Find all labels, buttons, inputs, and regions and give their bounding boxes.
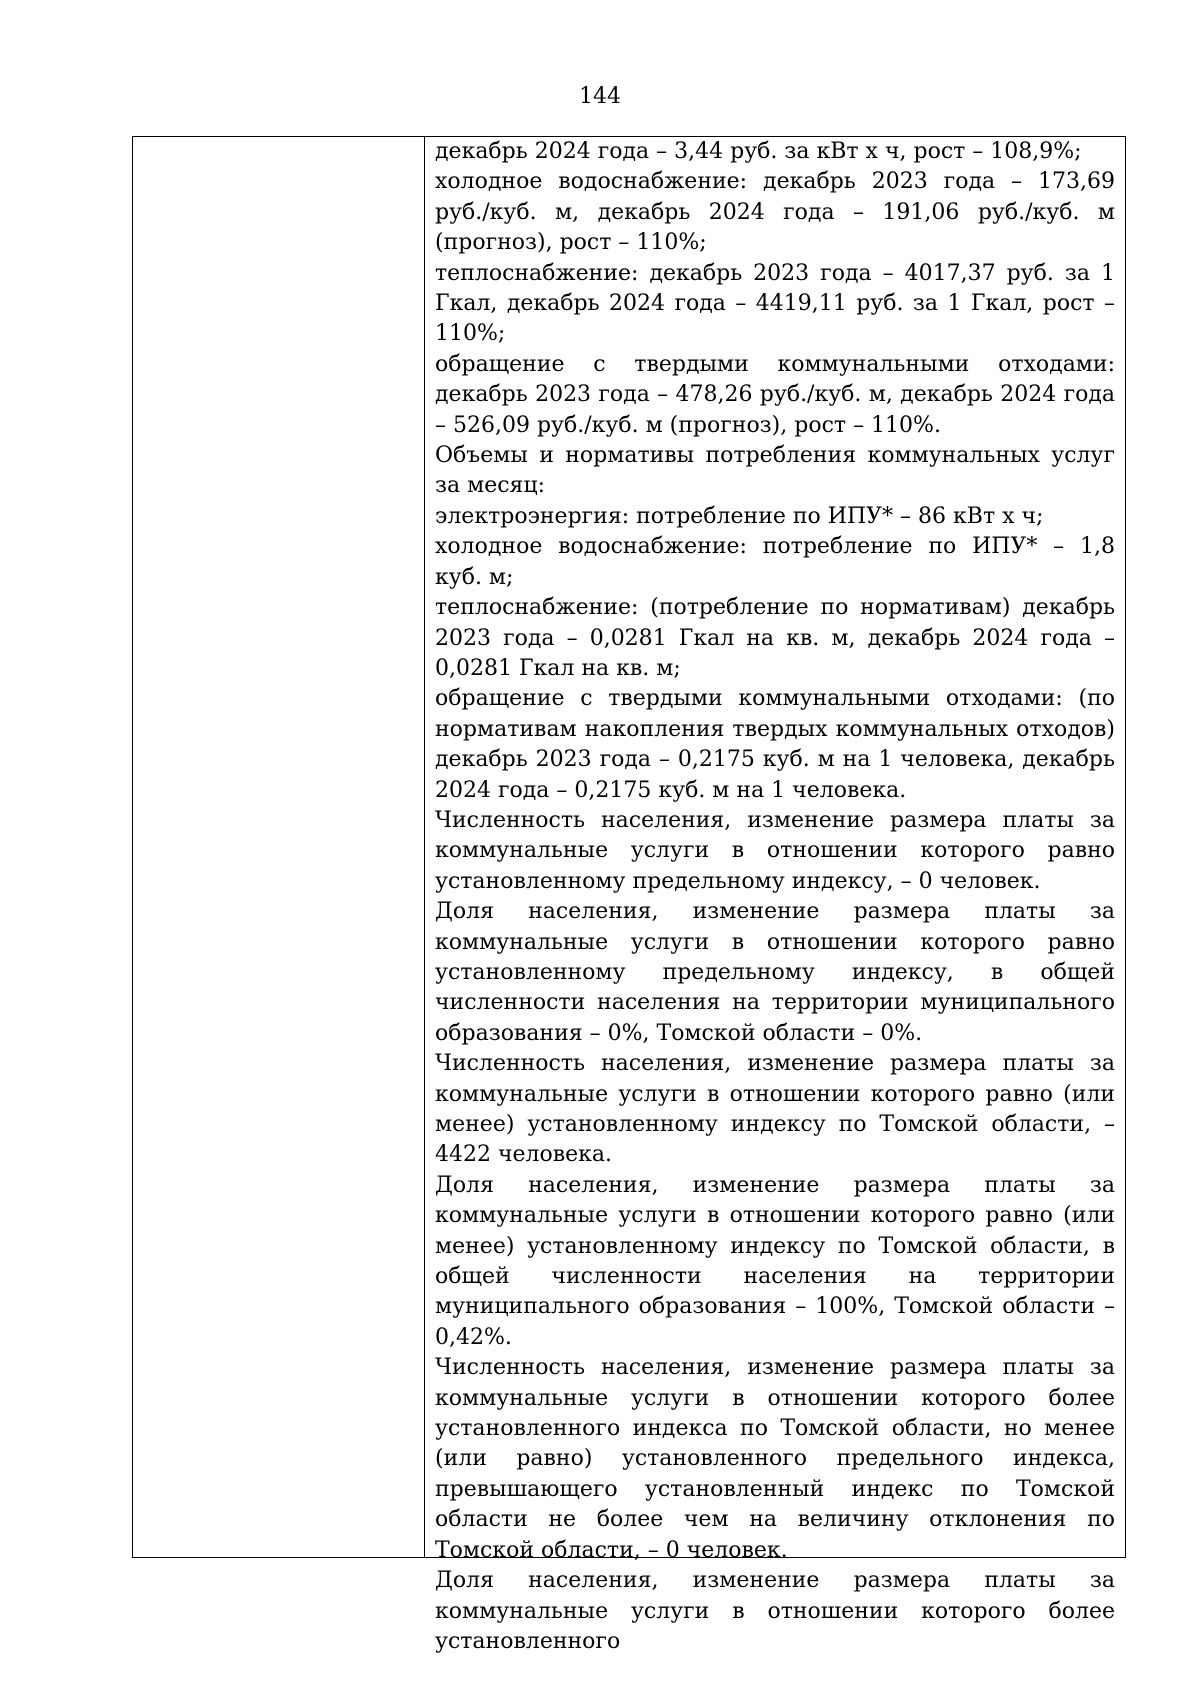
paragraph-electricity-december-2024: декабрь 2024 года – 3,44 руб. за кВт х ч, рост – 108,9%; — [435, 139, 1082, 164]
paragraph-population-equal-limit: Численность населения, изменение размера платы за коммунальные услуги в отношении которого равно установленному предельному индексу, – 0 человек. — [435, 807, 1115, 894]
table-left-cell — [133, 137, 425, 1557]
page-number: 144 — [579, 84, 621, 109]
paragraph-share-within-index: Доля населения, изменение размера платы за коммунальные услуги в отношении которого равно (или менее) установленному индексу по Томской области, в общей численности населения на территории муниципального образования – 100%, Томской области – 0,42%. — [435, 1172, 1115, 1350]
paragraph-population-above-index: Численность населения, изменение размера платы за коммунальные услуги в отношении которого более установленного индекса по Томской области, но менее (или равно) установленного предельного индекса, превышающего установленный индекс по Томской области не более чем на величину отклонения по Томской области, – 0 человек. — [435, 1355, 1115, 1563]
paragraph-consumption-heading: Объемы и нормативы потребления коммунальных услуг за месяц: — [435, 443, 1115, 499]
paragraph-cold-water-tariff: холодное водоснабжение: декабрь 2023 года – 173,69 руб./куб. м, декабрь 2024 года – 191,06 руб./куб. м (прогноз), рост – 110%; — [435, 169, 1115, 256]
paragraph-share-equal-limit: Доля населения, изменение размера платы за коммунальные услуги в отношении которого равно установленному предельному индексу, в общей численности населения на территории муниципального образования – 0%, Томской области – 0%. — [435, 899, 1115, 1046]
paragraph-electricity-consumption: электроэнергия: потребление по ИПУ* – 86 кВт х ч; — [435, 503, 1044, 529]
paragraph-cold-water-consumption: холодное водоснабжение: потребление по ИПУ* – 1,8 куб. м; — [435, 534, 1115, 590]
paragraph-solid-waste-consumption: обращение с твердыми коммунальными отходами: (по нормативам накопления твердых коммунальных отходов) декабрь 2023 года – 0,2175 куб. м на 1 человека, декабрь 2024 года – 0,2175 куб. м на 1 человека. — [435, 686, 1115, 803]
paragraph-population-within-index: Численность населения, изменение размера платы за коммунальные услуги в отношении которого равно (или менее) установленному индексу по Томской области, – 4422 человека. — [435, 1051, 1115, 1168]
content-table — [132, 136, 1126, 1654]
paragraph-solid-waste-tariff: обращение с твердыми коммунальными отходами: декабрь 2023 года – 478,26 руб./куб. м, декабрь 2024 года – 526,09 руб./куб. м (прогноз), рост – 110%. — [435, 351, 1115, 438]
table-right-cell — [425, 137, 1125, 1654]
paragraph-share-above-index: Доля населения, изменение размера платы за коммунальные услуги в отношении которого более установленного — [435, 1568, 1115, 1654]
paragraph-heating-tariff: теплоснабжение: декабрь 2023 года – 4017,37 руб. за 1 Гкал, декабрь 2024 года – 4419,11 руб. за 1 Гкал, рост – 110%; — [435, 260, 1115, 347]
paragraph-heating-consumption: теплоснабжение: (потребление по нормативам) декабрь 2023 года – 0,0281 Гкал на кв. м, декабрь 2024 года – 0,0281 Гкал на кв. м; — [435, 595, 1115, 681]
